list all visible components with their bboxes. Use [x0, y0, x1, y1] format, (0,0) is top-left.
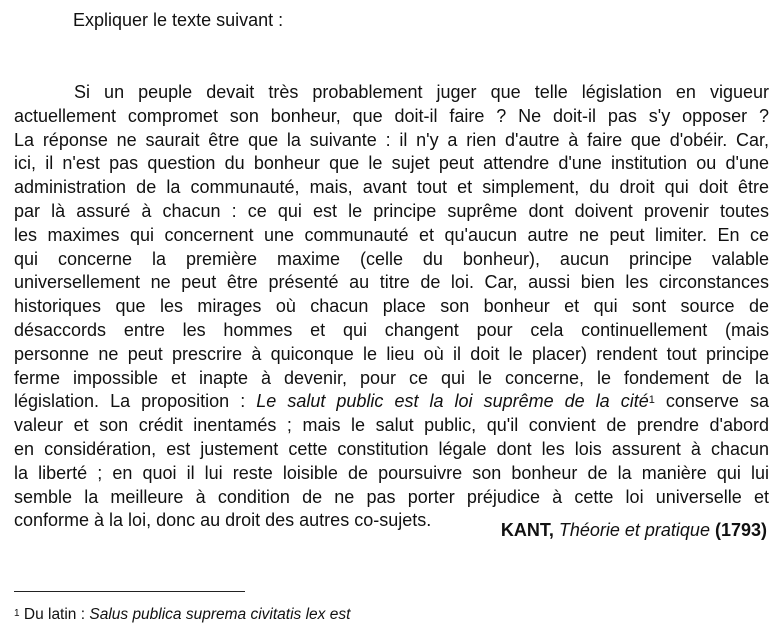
paragraph-line: la liberté ; en quoi il lui reste loisible de poursuivre son bonheur de la manière qui lui	[14, 462, 769, 483]
paragraph-line: par là assuré à chacun : ce qui est le principe suprême dont doivent provenir toutes	[14, 200, 769, 221]
paragraph-line: La réponse ne saurait être que la suivante : il n'y a rien d'autre à faire que d'obéir. Car,	[14, 129, 769, 150]
footnote-reference: 1	[648, 394, 655, 407]
instruction-heading: Expliquer le texte suivant :	[73, 10, 284, 30]
footnote	[14, 605, 350, 625]
paragraph-line: qui concerne la première maxime (celle du bonheur), aucun principe valable	[14, 248, 769, 269]
attribution	[501, 519, 767, 541]
quote-line-lead: législation. La proposition :	[14, 391, 257, 412]
paragraph-line: administration de la communauté, mais, avant tout et simplement, du droit qui doit être	[14, 177, 769, 198]
paragraph-line: actuellement compromet son bonheur, que doit-il faire ? Ne doit-il pas s'y opposer ?	[14, 105, 769, 126]
paragraph-line: semble la meilleure à condition de ne pas porter préjudice à cette loi universelle et	[14, 486, 769, 507]
kant-passage	[14, 81, 769, 533]
quote-line-tail: conserve sa	[654, 391, 769, 412]
author-name: KANT,	[500, 520, 554, 540]
paragraph-line: valeur et son crédit inentamés ; mais le salut public, qu'il convient de prendre d'abord	[14, 415, 769, 436]
paragraph-line	[14, 390, 769, 414]
paragraph-line: universellement ne peut être présenté au titre de loi. Car, aussi bien les circonstances	[14, 272, 769, 293]
paragraph-line: désaccords entre les hommes et qui changent pour cela continuellement (mais	[14, 319, 769, 340]
footnote-latin-text: Salus publica suprema civitatis lex est	[89, 606, 351, 623]
footnote-separator	[14, 591, 245, 592]
paragraph-line: conforme à la loi, donc au droit des autres co-sujets.	[14, 510, 432, 531]
paragraph-line: ici, il n'est pas question du bonheur que le sujet peut attendre d'une institution ou d'une	[14, 153, 769, 174]
footnote-marker: 1	[14, 608, 20, 619]
paragraph-line: historiques que les mirages où chacun place son bonheur et qui sont source de	[14, 296, 769, 317]
paragraph-line: personne ne peut prescrire à quiconque le lieu où il doit le placer) rendent tout principe	[14, 343, 769, 364]
paragraph-line: Si un peuple devait très probablement juger que telle législation en vigueur	[74, 82, 769, 102]
work-title: Théorie et pratique	[558, 520, 710, 540]
footnote-prefix: Du latin :	[23, 606, 90, 623]
paragraph-line: ferme impossible et inapte à devenir, pour ce qui le concerne, le fondement de la	[14, 367, 769, 388]
paragraph-line: en considération, est justement cette constitution légale dont les lois assurent à chacun	[14, 438, 769, 459]
publication-year: (1793)	[714, 520, 767, 540]
paragraph-line: les maximes qui concernent une communauté et qu'aucun autre ne peut limiter. En ce	[14, 224, 769, 245]
quoted-maxim: Le salut public est la loi suprême de la cité	[256, 391, 649, 412]
